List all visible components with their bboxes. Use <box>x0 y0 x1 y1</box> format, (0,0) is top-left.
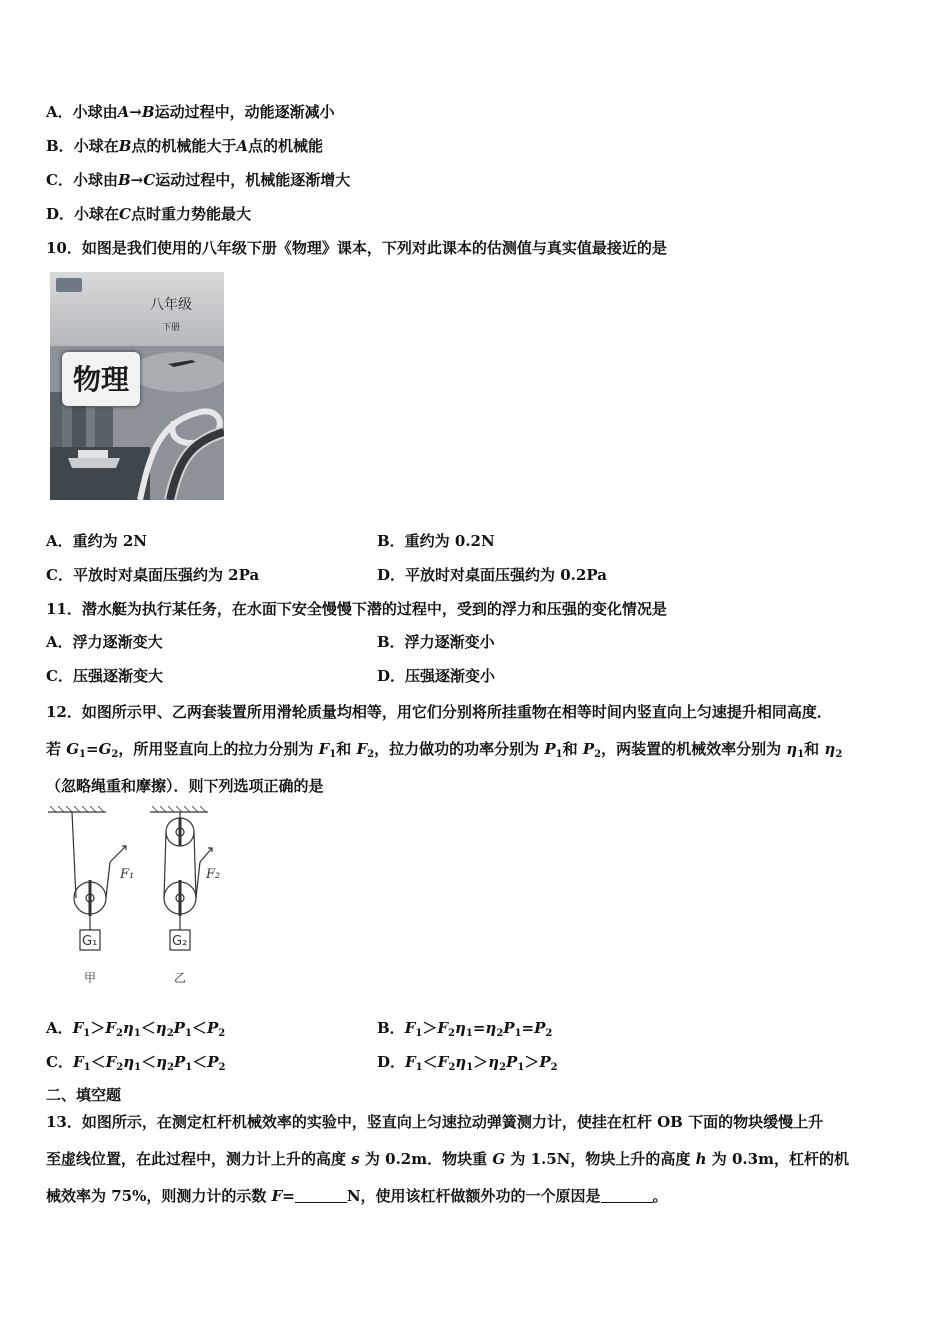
q9-option-d: D．小球在C点时重力势能最大 <box>46 205 251 223</box>
q10-option-d: D．平放时对桌面压强约为 0.2Pa <box>377 566 607 584</box>
q11-option-d: D．压强逐渐变小 <box>377 667 496 685</box>
q10-option-c: C．平放时对桌面压强约为 2Pa <box>46 566 260 584</box>
label-yi: 乙 <box>174 971 187 985</box>
answer-blank-1[interactable] <box>295 1188 347 1203</box>
q9-option-a: A．小球由A→B运动过程中，动能逐渐减小 <box>46 103 335 121</box>
q13-stem-line3: 械效率为 75%，则测力计的示数 F= N，使用该杠杆做额外功的一个原因是 。 <box>46 1187 668 1205</box>
q11-option-a: A．浮力逐渐变大 <box>46 633 163 651</box>
q10-stem: 10．如图是我们使用的八年级下册《物理》课本，下列对此课本的估测值与真实值最接近的是 <box>46 239 667 257</box>
q9-option-b: B．小球在B点的机械能大于A点的机械能 <box>46 137 324 155</box>
q12-stem-line1: 12．如图所示甲、乙两套装置所用滑轮质量均相等，用它们分别将所挂重物在相等时间内竖直向上匀速提升相同高度． <box>46 703 832 721</box>
q12-option-a: A．$F_1>F_2\eta_1<\eta_2P_1<P_2$ <box>46 1019 226 1039</box>
cover-volume: 下册 <box>162 323 181 333</box>
q9-option-c: C．小球由B→C运动过程中，机械能逐渐增大 <box>46 171 351 189</box>
pulley-diagram <box>44 806 244 996</box>
label-f2: F₂ <box>206 867 221 882</box>
answer-blank-2[interactable] <box>601 1188 653 1203</box>
q11-option-b: B．浮力逐渐变小 <box>377 633 495 651</box>
label-g2: G₂ <box>172 934 188 949</box>
label-g1: G₁ <box>82 934 98 949</box>
q12-option-c: C．$F_1<F_2\eta_1<\eta_2P_1<P_2$ <box>46 1053 226 1073</box>
label-jia: 甲 <box>84 971 97 985</box>
q12-option-b: B．$F_1>F_2\eta_1=\eta_2P_1=P_2$ <box>377 1019 553 1039</box>
q12-stem-line2: 若 $G_1=G_2$，所用竖直向上的拉力分别为 $F_1$和 $F_2$，拉力做功的功率分别为 $P_1$和 $P_2$，两装置的机械效率分别为 $\eta_1$和 $\eta_2$ <box>46 740 843 760</box>
q10-option-b: B．重约为 0.2N <box>377 532 495 550</box>
q11-stem: 11．潜水艇为执行某任务，在水面下安全慢慢下潜的过程中，受到的浮力和压强的变化情况是 <box>46 600 667 618</box>
q11-option-c: C．压强逐渐变大 <box>46 667 163 685</box>
label-f1: F₁ <box>120 867 135 882</box>
q13-stem-line1: 13．如图所示，在测定杠杆机械效率的实验中，竖直向上匀速拉动弹簧测力计，使挂在杠杆 OB 下面的物块缓慢上升 <box>46 1113 824 1131</box>
textbook-cover-image <box>50 272 224 500</box>
cover-title: 物理 <box>72 363 129 396</box>
q12-option-d: D．$F_1<F_2\eta_1>\eta_2P_1>P_2$ <box>377 1053 558 1073</box>
section-heading-fill-in: 二、填空题 <box>46 1086 122 1104</box>
q10-option-a: A．重约为 2N <box>46 532 148 550</box>
q12-stem-line3: （忽略绳重和摩擦）．则下列选项正确的是 <box>46 777 324 795</box>
cover-grade: 八年级 <box>150 297 192 313</box>
q13-stem-line2: 至虚线位置，在此过程中，测力计上升的高度 s 为 0.2m．物块重 G 为 1.5N，物块上升的高度 h 为 0.3m，杠杆的机 <box>46 1150 849 1168</box>
